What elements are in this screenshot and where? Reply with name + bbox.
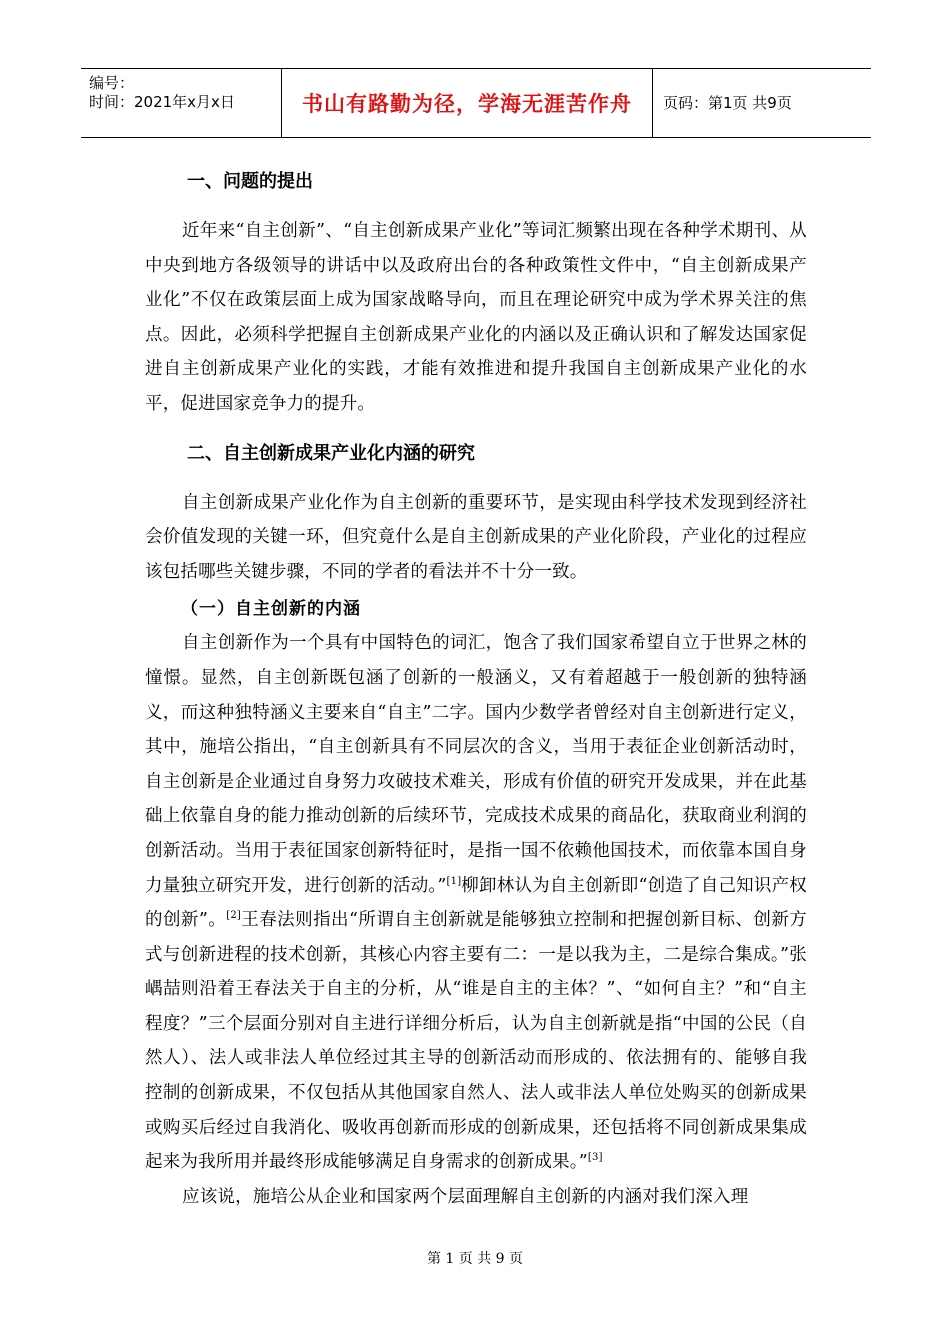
document-number-label: 编号： (89, 74, 135, 92)
header-page-number: 页码：第1页 共9页 (663, 94, 792, 112)
paragraph-conclusion: 应该说，施培公从企业和国家两个层面理解自主创新的内涵对我们深入理 (182, 1186, 749, 1207)
subsection-heading-1: （一）自主创新的内涵 (181, 599, 361, 620)
section-heading-1: 一、问题的提出 (187, 171, 313, 192)
paragraph-intro: 近年来“自主创新”、“自主创新成果产业化”等词汇频繁出现在各种学术期刊、从中央到地方各级领导的讲话中以及政府出台的各种政策性文件中，“自主创新成果产业化”不仅在政策层面上成为国家战略导向，而且在理论研究中成为学术界关注的焦点。因此，必须科学把握自主创新成果产业化的内涵以及正确认识和了解发达国家促进自主创新成果产业化的实践，才能有效推进和提升我国自主创新成果产业化的水平，促进国家竞争力的提升。 (145, 221, 807, 414)
document-date-label: 时间：2021年x月x日 (89, 93, 235, 111)
page-footer: 第 1 页 共 9 页 (426, 1251, 524, 1267)
paragraph-industrialization: 自主创新成果产业化作为自主创新的重要环节，是实现由科学技术发现到经济社会价值发现的关键一环，但究竟什么是自主创新成果的产业化阶段，产业化的过程应该包括哪些关键步骤，不同的学者的看法并不十分一致。 (145, 492, 807, 582)
citation-ref-3: [3] (587, 1152, 603, 1164)
header-page-cell (653, 69, 871, 137)
header-motto-cell (282, 69, 653, 137)
paragraph-definition-part-a: 自主创新作为一个具有中国特色的词汇，饱含了我们国家希望自立于世界之林的憧憬。显然，自主创新既包涵了创新的一般涵义，又有着超越于一般创新的独特涵义，而这种独特涵义主要来自“自主”二字。国内少数学者曾经对自主创新进行定义，其中，施培公指出，“自主创新具有不同层次的含义，当用于表征企业创新活动时，自主创新是企业通过自身努力攻破技术难关，形成有价值的研究开发成果，并在此基础上依靠自身的能力推动创新的后续环节，完成技术成果的商品化，获取商业利润的创新活动。当用于表征国家创新特征时，是指一国不依赖他国技术，而依靠本国自身力量独立研究开发，进行创新的活动。” (145, 633, 807, 896)
section-heading-2: 二、自主创新成果产业化内涵的研究 (187, 442, 475, 464)
paragraph-definition (145, 626, 807, 1180)
header-info-cell (81, 69, 282, 137)
paragraph-definition-part-c: 王春法则指出“所谓自主创新就是能够独立控制和把握创新目标、创新方式与创新进程的技术创新，其核心内容主要有二：一是以我为主，二是综合集成。”张嵎喆则沿着王春法关于自主的分析，从“谁是自主的主体？”、“如何自主？”和“自主程度？”三个层面分别对自主进行详细分析后，认为自主创新就是指“中国的公民（自然人）、法人或非法人单位经过其主导的创新活动而形成的、依法拥有的、能够自我控制的创新成果，不仅包括从其他国家自然人、法人或非法人单位处购买的创新成果或购买后经过自我消化、吸收再创新而形成的创新成果，还包括将不同创新成果集成起来为我所用并最终形成能够满足自身需求的创新成果。” (145, 910, 807, 1173)
document-body (145, 168, 807, 1214)
paragraph-definition-part-b: 柳卸林认为自主创新即“创造了自己知识产权的创新”。 (145, 875, 808, 931)
header-motto: 书山有路勤为径，学海无涯苦作舟 (302, 92, 632, 116)
page-header (81, 68, 871, 138)
citation-ref-1: [1] (446, 875, 462, 887)
citation-ref-2: [2] (226, 910, 241, 922)
